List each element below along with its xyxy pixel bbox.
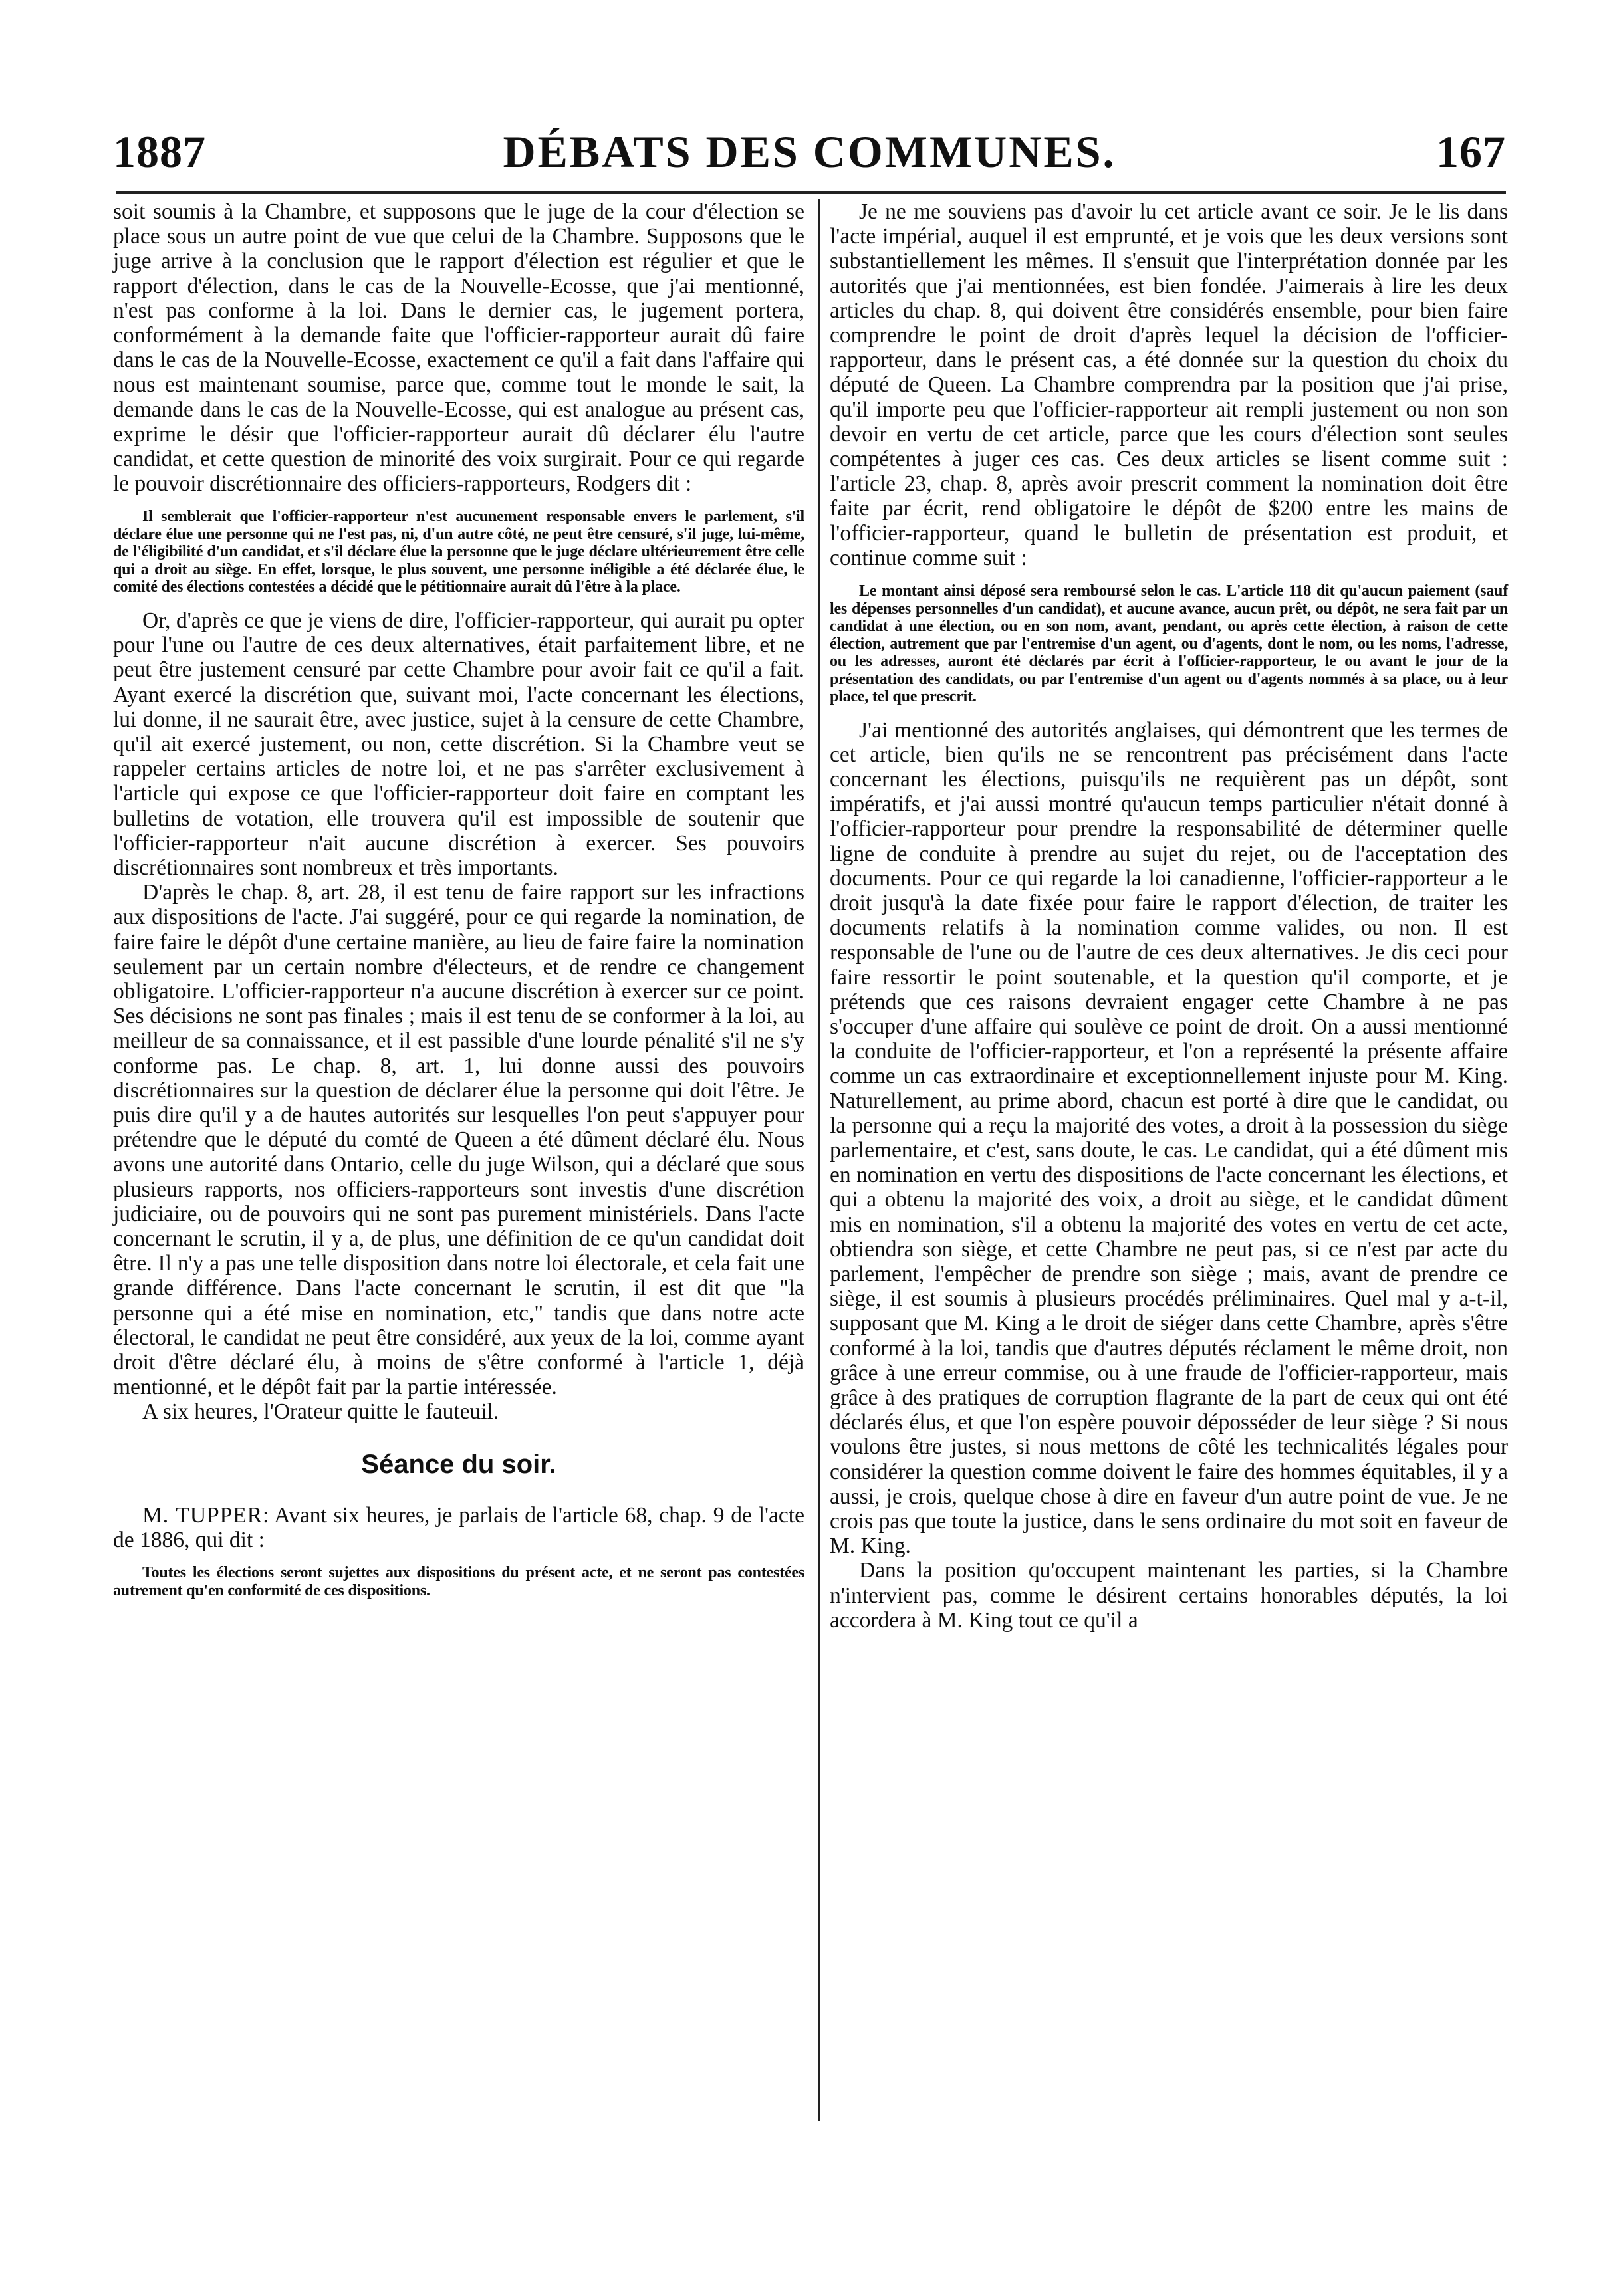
speaker-name: M. TUPPER [142, 1502, 263, 1528]
page-header [113, 118, 1506, 185]
column-divider [818, 199, 820, 2121]
right-paragraph-1: Je ne me souviens pas d'avoir lu cet article avant ce soir. Je le lis dans l'acte impérial, auquel il est emprunté, et je vois que les deux versions sont substantiellement les mêmes. Il s'ensuit que l'interprétation donnée par les autorités que j'ai mentionnées, est bien fondée. J'aimerais à lire les deux articles du chap. 8, qui doivent être considérés ensemble, pour bien faire comprendre le point de droit d'après lequel la décision de l'officier-rapporteur, dans le présent cas, a été donnée sur la question du choix du député de Queen. La Chambre comprendra par la position que j'ai prise, qu'il importe peu que l'officier-rapporteur ait rempli justement ou non son devoir en vertu de cet article, parce que les cours d'élection sont seules compétentes à juger ces cas. Ces deux articles se lisent comme suit : l'article 23, chap. 8, après avoir prescrit comment la nomination doit être faite par écrit, rend obligatoire le dépôt de $200 entre les mains de l'officier-rapporteur, quand le bulletin de présentation est produit, et continue comme suit : [830, 199, 1508, 570]
left-quote-2: Toutes les élections seront sujettes aux dispositions du présent acte, et ne seront pas contestées autrement qu'en conformité de ces dispositions. [113, 1564, 804, 1599]
left-paragraph-3: D'après le chap. 8, art. 28, il est tenu de faire rapport sur les infractions aux dispositions de l'acte. J'ai suggéré, pour ce qui regarde la nomination, de faire faire le dépôt d'une certaine manière, au lieu de faire faire la nomination seulement par un certain nombre d'électeurs, et de rendre ce changement obligatoire. L'officier-rapporteur n'a aucune discrétion à exercer sur ce point. Ses décisions ne sont pas finales ; mais il est tenu de se conformer à la loi, au meilleur de sa connaissance, et il est passible d'une lourde pénalité s'il ne s'y conforme pas. Le chap. 8, art. 1, lui donne aussi des pouvoirs discrétionnaires sur la question de déclarer élue la personne qui doit l'être. Je puis dire qu'il y a de hautes autorités sur lesquelles l'on peut s'appuyer pour prétendre que le député du comté de Queen a été dûment déclaré élu. Nous avons une autorité dans Ontario, celle du juge Wilson, qui a déclaré que sous plusieurs rapports, nos officiers-rapporteurs sont investis d'une discrétion judiciaire, ou de pouvoirs qui ne sont pas purement ministériels. Dans l'acte concernant le scrutin, il y a, de plus, une définition de ce qu'un candidat doit être. Il n'y a pas une telle disposition dans notre loi électorale, et cela fait une grande différence. Dans l'acte concernant le scrutin, il est dit que "la personne qui a été mise en nomination, etc," tandis que dans notre acte électoral, le candidat ne peut être considéré, aux yeux de la loi, comme ayant droit d'être déclaré élu, à moins de s'être conformé à l'article 1, déjà mentionné, et le dépôt fait par la partie intéressée. [113, 880, 804, 1400]
left-column [113, 199, 804, 1611]
left-paragraph-5-text: : Avant six heures, je parlais de l'article 68, chap. 9 de l'acte de 1886, qui dit : [113, 1502, 804, 1552]
left-paragraph-2: Or, d'après ce que je viens de dire, l'officier-rapporteur, qui aurait pu opter pour l'une ou l'autre de ces deux alternatives, était parfaitement libre, et ne peut être justement censuré par cette Chambre pour avoir fait ce qu'il a fait. Ayant exercé la discrétion que, suivant moi, l'acte concernant les élections, lui donne, il ne saurait être, avec justice, sujet à la censure de cette Chambre, qu'il ait exercé justement, ou non, cette discrétion. Si la Chambre veut se rappeler certains articles de notre loi, et ne pas s'arrêter exclusivement à l'article qui expose ce que l'officier-rapporteur doit faire en comptant les bulletins de votation, elle trouvera qu'il est impossible de soutenir que l'officier-rapporteur n'ait aucune discrétion à exercer. Ses pouvoirs discrétionnaires sont nombreux et très importants. [113, 608, 804, 880]
section-heading: Séance du soir. [361, 1449, 556, 1479]
header-title: DÉBATS DES COMMUNES. [503, 126, 1116, 177]
header-page-number: 167 [1436, 126, 1506, 177]
left-paragraph-4: A six heures, l'Orateur quitte le fauteuil. [142, 1399, 499, 1425]
left-paragraph-1: soit soumis à la Chambre, et supposons que le juge de la cour d'élection se place sous un autre point de vue que celui de la Chambre. Supposons que le juge arrive à la conclusion que le rapport d'élection est régulier et que le rapport d'élection, dans le cas de la Nouvelle-Ecosse, que j'ai mentionné, n'est pas conforme à la loi. Dans le dernier cas, le jugement portera, conformément à la demande faite que l'officier-rapporteur aurait dû faire dans le cas de la Nouvelle-Ecosse, exactement ce qu'il a fait dans l'affaire qui nous est maintenant soumise, parce que, comme tout le monde le sait, la demande dans le cas de la Nouvelle-Ecosse, qui est analogue au présent cas, exprime le désir que l'officier-rapporteur aurait dû déclarer élu l'autre candidat, et cette question de minorité des voix surgirait. Pour ce qui regarde le pouvoir discrétionnaire des officiers-rapporteurs, Rodgers dit : [113, 199, 804, 497]
left-paragraph-5 [113, 1503, 804, 1552]
right-paragraph-3: Dans la position qu'occupent maintenant les parties, si la Chambre n'intervient pas, comme le désirent certains honorables députés, la loi accordera à M. King tout ce qu'il a [830, 1558, 1508, 1633]
right-paragraph-2: J'ai mentionné des autorités anglaises, qui démontrent que les termes de cet article, bien qu'ils ne se rencontrent pas précisément dans l'acte concernant les élections, puisqu'ils ne requièrent pas un dépôt, sont impératifs, et j'ai aussi montré qu'aucun temps particulier n'était donné à l'officier-rapporteur pour prendre la responsabilité de déterminer quelle ligne de conduite à prendre au sujet du rejet, ou de l'acceptation des documents. Pour ce qui regarde la loi canadienne, l'officier-rapporteur a le droit jusqu'à la date fixée pour faire le rapport d'élection, de traiter les documents relatifs à la nomination comme valides, ou non. Il est responsable de l'une ou de l'autre de ces deux alternatives. Je dis ceci pour faire ressortir le point soutenable, et la question qu'il comporte, et je prétends que ces raisons devraient engager cette Chambre à ne pas s'occuper d'une affaire qui soulève ce point de droit. On a aussi mentionné la conduite de l'officier-rapporteur, et l'on a représenté la présente affaire comme un cas extraordinaire et exceptionnellement injuste pour M. King. Naturellement, au prime abord, chacun est porté à dire que le candidat, ou la personne qui a reçu la majorité des votes, a droit à la possession du siège parlementaire, et c'est, sans doute, le cas. Le candidat, qui a été dûment mis en nomination en vertu des dispositions de l'acte concernant les élections, et qui a obtenu la majorité des voix, a droit au siège, et le candidat dûment mis en nomination, s'il a obtenu la majorité des votes en vertu de cet acte, obtiendra son siège, et cette Chambre ne peut pas, si ce n'est par acte du parlement, l'empêcher de prendre son siège ; mais, avant de prendre ce siège, il est soumis à plusieurs procédés préliminaires. Quel mal y a-t-il, supposant que M. King a le droit de siéger dans cette Chambre, après s'être conformé à la loi, tandis que d'autres députés réclament le même droit, non grâce à une erreur commise, ou à une fraude de l'officier-rapporteur, mais grâce à des pratiques de corruption flagrante de la part de ceux qui ont été déclarés élus, et que l'on espère pouvoir déposséder de leur siège ? Si nous voulons être justes, si nous mettons de côté les technicalités légales pour considérer la question comme doivent le faire des hommes équitables, il y a aussi, je crois, quelque chose à dire en faveur d'un autre point de vue. Je ne crois pas que toute la justice, dans le sens ordinaire du mot soit en faveur de M. King. [830, 717, 1508, 1559]
header-year: 1887 [113, 126, 206, 177]
left-quote-1: Il semblerait que l'officier-rapporteur n'est aucunement responsable envers le parlement, s'il déclare élue une personne qui ne l'est pas, ni, d'un autre côté, ne peut être censuré, s'il juge, lui-même, de l'éligibilité d'un candidat, et s'il déclare élue la personne que le juge déclare ultérieurement être celle qui a droit au siège. En effet, lorsque, le plus souvent, une personne inéligible a été déclarée élue, le comité des élections contestées a décidé que le pétitionnaire aurait dû l'être à la place. [113, 508, 804, 596]
header-rule [116, 191, 1506, 194]
right-quote-1: Le montant ainsi déposé sera remboursé selon le cas. L'article 118 dit qu'aucun paiement (sauf les dépenses personnelles d'un candidat), et aucune avance, aucun prêt, ou dépôt, ne sera fait par un candidat à une élection, ou en son nom, avant, pendant, ou après cette élection, à raison de cette élection, autrement que par l'entremise d'un agent, ou d'agents, dont le nom, ou les noms, l'adresse, ou les adresses, auront été déclarés par écrit à l'officier-rapporteur, le ou avant le jour de la présentation des candidats, ou par l'entremise d'un agent ou d'agents nommés à sa place, ou à leur place, tel que prescrit. [830, 582, 1508, 706]
right-column [830, 199, 1508, 1633]
